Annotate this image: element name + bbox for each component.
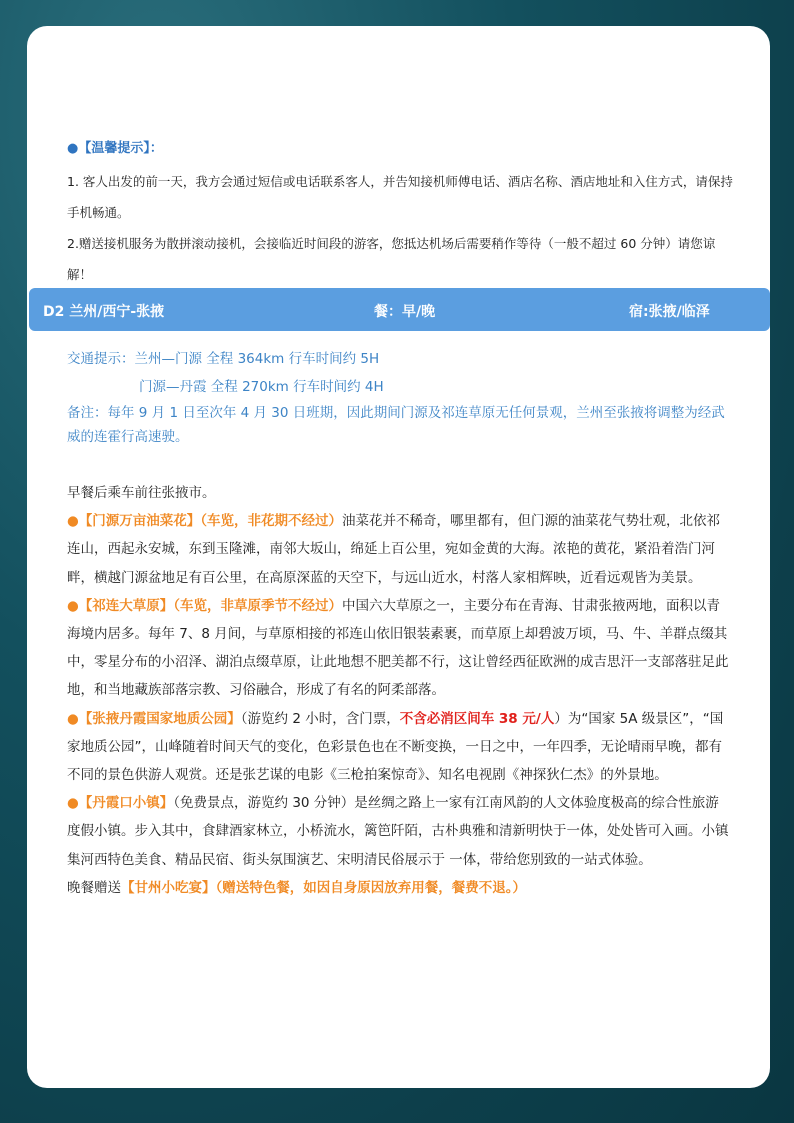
day-stay: 宿:张掖/临泽 bbox=[629, 304, 710, 320]
attraction-title: ●【张掖丹霞国家地质公园】 bbox=[67, 710, 241, 727]
attraction-danxia-town bbox=[67, 789, 732, 874]
attraction-text: ）为“国家 5A 级景区”，“国家地质公园”，山峰随着时间天气的变化，色彩景色也在不断变换，一日之中，一年四季，无论晴雨早晚，都有不同的景色供游人观赏。还是张艺谋的电影《三枪拍案惊奇》、知名电视剧《神探狄仁杰》的外景地。 bbox=[67, 710, 724, 784]
itinerary-body bbox=[67, 479, 732, 902]
attraction-danxia-park bbox=[67, 705, 732, 790]
dinner-line bbox=[67, 874, 732, 902]
attraction-title: ●【门源万亩油菜花】（车览，非花期不经过） bbox=[67, 513, 343, 530]
attraction-text: 油菜花并不稀奇，哪里都有，但门源的油菜花气势壮观，北依祁连山，西起永安城，东到玉隆滩，南邻大坂山，绵延上百公里，宛如金黄的大海。浓艳的黄花，紧沿着浩门河畔，横越门源盆地足有百公里，在高原深蓝的天空下，与远山近水，村落人家相辉映，近看远观皆为美景。 bbox=[67, 513, 721, 586]
attraction-text: 中国六大草原之一，主要分布在青海、甘肃张掖两地，面积以青海境内居多。每年 7、8 月间，与草原相接的祁连山依旧银装素裹，而草原上却碧波万顷，马、牛、羊群点缀其中，零星分布的小沼泽、湖泊点缀草原，让此地想不肥美都不行，这让曾经西征欧洲的成吉思汗一支部落驻足此地，和当地藏族部落宗教、习俗融合，形成了有名的阿柔部落。 bbox=[67, 597, 729, 699]
attraction-title: ●【丹霞口小镇】 bbox=[67, 795, 174, 812]
traffic-section bbox=[67, 345, 737, 449]
attraction-text: （免费景点，游览约 30 分钟）是丝绸之路上一家有江南风韵的人文体验度极高的综合性旅游度假小镇。步入其中，食肆酒家林立，小桥流水，篱笆阡陌，古朴典雅和清新明快于一体，处处皆可入画。小镇集河西特色美食、精品民宿、街头氛围演艺、宋明清民俗展示于 一体，带给您别致的一站式体验。 bbox=[67, 795, 729, 868]
attraction-text: （游览约 2 小时，含门票， bbox=[240, 710, 400, 727]
dinner-text: 晚餐赠送 bbox=[67, 879, 121, 896]
traffic-line-1: 交通提示：兰州—门源 全程 364km 行车时间约 5H bbox=[67, 351, 380, 367]
traffic-note: 备注：每年 9 月 1 日至次年 4 月 30 日班期，因此期间门源及祁连草原无任何景观，兰州至张掖将调整为经武威的连霍行高速驶。 bbox=[67, 405, 725, 445]
day-header-bar bbox=[29, 288, 770, 331]
tips-line-1: 1. 客人出发的前一天，我方会通过短信或电话联系客人，并告知接机师傅电话、酒店名称、酒店地址和入住方式，请保持手机畅通。 bbox=[67, 174, 733, 220]
attraction-grassland bbox=[67, 592, 732, 705]
attraction-title: ●【祁连大草原】（车览，非草原季节不经过） bbox=[67, 597, 343, 614]
attraction-rapeseed bbox=[67, 507, 732, 592]
day-route: D2 兰州/西宁-张掖 bbox=[43, 304, 165, 320]
fee-warning: 不含必消区间车 38 元/人 bbox=[399, 710, 555, 727]
traffic-line-2: 门源—丹霞 全程 270km 行车时间约 4H bbox=[139, 379, 384, 395]
intro-text: 早餐后乘车前往张掖市。 bbox=[67, 485, 216, 501]
tips-section bbox=[67, 137, 737, 290]
dinner-highlight: 【甘州小吃宴】（赠送特色餐，如因自身原因放弃用餐，餐费不退。） bbox=[121, 879, 526, 896]
day-meals: 餐：早/晚 bbox=[374, 304, 436, 320]
tips-title: ●【温馨提示】： bbox=[67, 141, 163, 156]
tips-line-2: 2.赠送接机服务为散拼滚动接机，会接临近时间段的游客，您抵达机场后需要稍作等待（一般不超过 60 分钟）请您谅解！ bbox=[67, 236, 716, 282]
